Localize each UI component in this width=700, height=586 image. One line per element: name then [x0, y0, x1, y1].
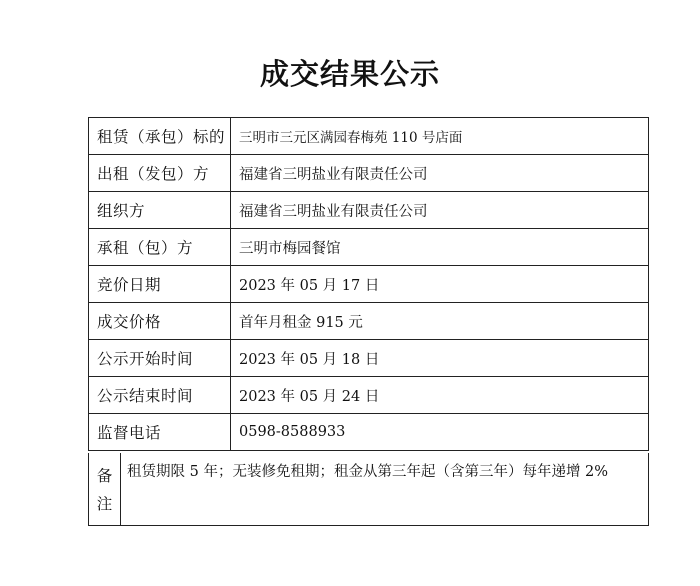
notes-label-char-2: 注: [96, 495, 113, 513]
page-title: 成交结果公示: [259, 57, 440, 91]
row-value-lessor: 福建省三明盐业有限责任公司: [231, 155, 649, 192]
row-label-phone: 监督电话: [89, 414, 231, 451]
table-row: [89, 266, 649, 303]
row-value-bid-date: 2023 年 05 月 17 日: [231, 266, 649, 303]
row-value-notice-start: 2023 年 05 月 18 日: [231, 340, 649, 377]
row-value-subject: 三明市三元区满园春梅苑 110 号店面: [231, 118, 649, 155]
notes-label-char-1: 备: [96, 467, 113, 485]
row-label-lessee: 承租（包）方: [89, 229, 231, 266]
row-label-notice-start: 公示开始时间: [89, 340, 231, 377]
notes-table: [88, 453, 649, 526]
row-value-phone: 0598-8588933: [231, 414, 649, 451]
result-table: [88, 117, 649, 451]
row-label-subject: 租赁（承包）标的: [89, 118, 231, 155]
notes-row: [89, 453, 649, 526]
row-label-notice-end: 公示结束时间: [89, 377, 231, 414]
table-row: [89, 414, 649, 451]
row-label-lessor: 出租（发包）方: [89, 155, 231, 192]
row-label-bid-date: 竞价日期: [89, 266, 231, 303]
row-value-deal-price: 首年月租金 915 元: [231, 303, 649, 340]
row-label-deal-price: 成交价格: [89, 303, 231, 340]
notes-label: [89, 453, 121, 526]
table-row: [89, 340, 649, 377]
table-row: [89, 192, 649, 229]
table-row: [89, 229, 649, 266]
table-row: [89, 118, 649, 155]
row-value-organizer: 福建省三明盐业有限责任公司: [231, 192, 649, 229]
notes-text: 租赁期限 5 年；无装修免租期；租金从第三年起（含第三年）每年递增 2%: [121, 453, 649, 526]
row-value-lessee: 三明市梅园餐馆: [231, 229, 649, 266]
table-row: [89, 303, 649, 340]
table-row: [89, 155, 649, 192]
row-value-notice-end: 2023 年 05 月 24 日: [231, 377, 649, 414]
row-label-organizer: 组织方: [89, 192, 231, 229]
table-row: [89, 377, 649, 414]
